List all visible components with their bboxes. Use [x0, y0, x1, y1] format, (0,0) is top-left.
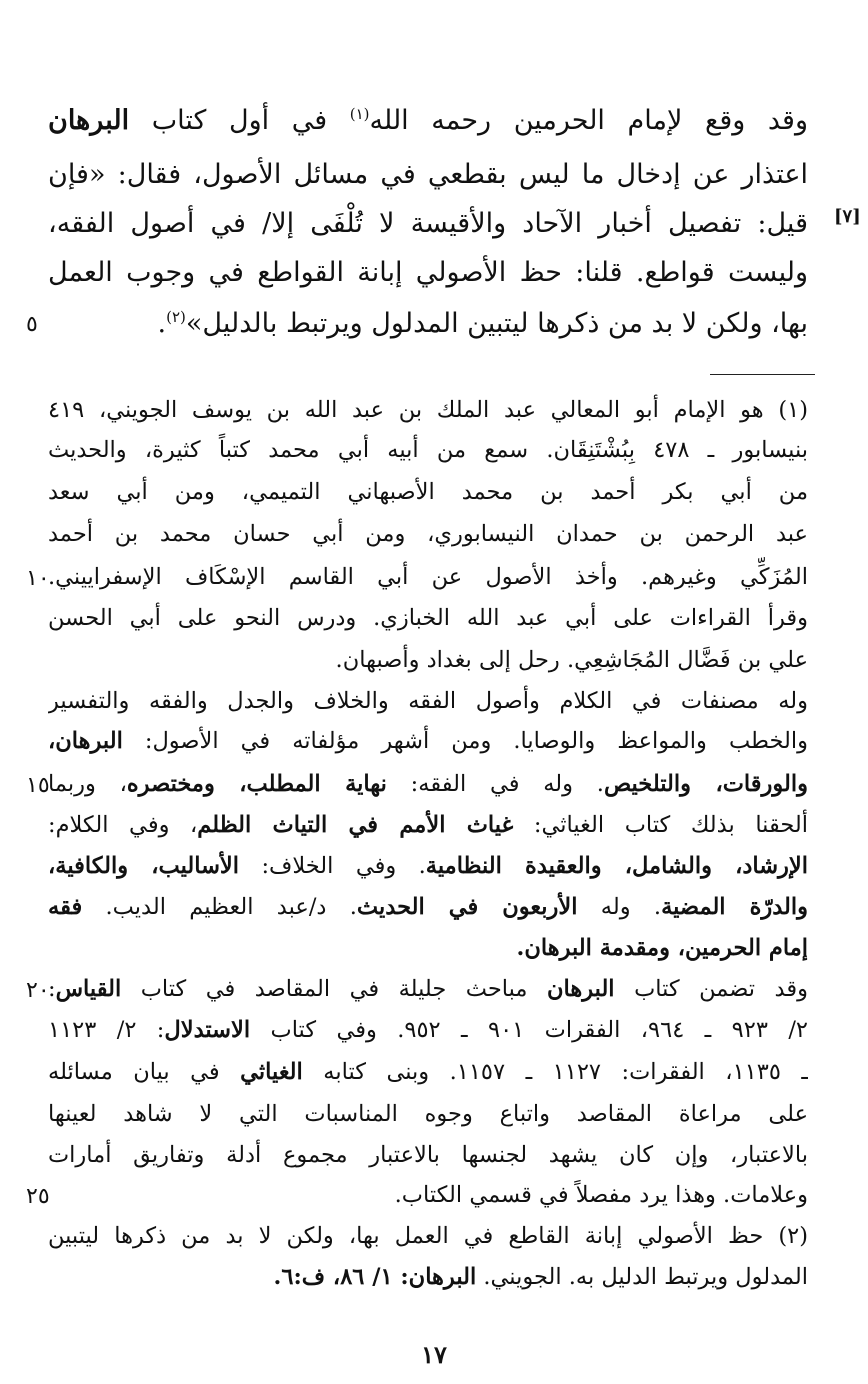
- footnote-1-line-4: عبد الرحمن بن حمدان النيسابوري، ومن أبي حسان محمد بن أحمد: [48, 521, 808, 547]
- footnote-2-line-2: المدلول ويرتبط الدليل به. الجويني. البرهان: ١/ ٨٦، ف:٦.: [273, 1264, 808, 1290]
- footnote-1-line-7: علي بن فَضَّال المُجَاشِعِي. رحل إلى بغداد وأصبهان.: [335, 647, 808, 673]
- main-text-line-4: وليست قواطع. قلنا: حظ الأصولي إبانة القواطع في وجوب العمل: [48, 257, 808, 288]
- footnote-1-line-15: وقد تضمن كتاب البرهان مباحث جليلة في المقاصد في كتاب القياس:: [48, 976, 808, 1002]
- footnote-1-line-16: ٢/ ٩٢٣ ـ ٩٦٤، الفقرات ٩٠١ ـ ٩٥٢. وفي كتاب الاستدلال: ٢/ ١١٢٣: [48, 1017, 808, 1043]
- footnote-1-line-20: وعلامات. وهذا يرد مفصلاً في قسمي الكتاب.: [394, 1182, 808, 1208]
- footnote-2-line-1: (٢) حظ الأصولي إبانة القاطع في العمل بها، ولكن لا بد من ذكرها ليتبين: [48, 1223, 808, 1249]
- page-number: ١٧: [421, 1340, 447, 1369]
- footnote-1-line-14: إمام الحرمين، ومقدمة البرهان.: [516, 935, 808, 961]
- line-number-5: ٥: [26, 312, 38, 337]
- main-text-line-3: قيل: تفصيل أخبار الآحاد والأقيسة لا تُلْفَى إلا/ في أصول الفقه،: [48, 208, 808, 239]
- footnote-1-line-13: والدرّة المضية. وله الأربعون في الحديث. د/عبد العظيم الديب. فقه: [48, 894, 808, 920]
- main-text-line-1: وقد وقع لإمام الحرمين رحمه الله$^{(١)}$ في أول كتاب البرهان: [48, 105, 808, 136]
- footnote-1-line-10: والورقات، والتلخيص. وله في الفقه: نهاية المطلب، ومختصره، وربما: [48, 771, 808, 797]
- footnote-1-line-12: الإرشاد، والشامل، والعقيدة النظامية. وفي الخلاف: الأساليب، والكافية،: [48, 853, 808, 879]
- line-number-10: ١٠: [26, 566, 50, 591]
- footnote-1-line-5: المُزَكِّي وغيرهم. وأخذ الأصول عن أبي القاسم الإسْكَاف الإسفراييني.: [48, 564, 808, 590]
- page-bracket-marker: [٧]: [834, 206, 861, 227]
- footnote-1-line-19: بالاعتبار، وإن كان يشهد لجنسها بالاعتبار مجموع أدلة وتفاريق أمارات: [48, 1142, 808, 1168]
- footnote-separator: [710, 374, 815, 375]
- footnote-1-line-9: والخطب والمواعظ والوصايا. ومن أشهر مؤلفاته في الأصول: البرهان،: [48, 728, 808, 754]
- footnote-1-line-6: وقرأ القراءات على أبي عبد الله الخبازي. ودرس النحو على أبي الحسن: [48, 605, 808, 631]
- footnote-1-line-1: (١) هو الإمام أبو المعالي عبد الملك بن عبد الله بن يوسف الجويني، ٤١٩: [48, 397, 808, 423]
- line-number-25: ٢٥: [26, 1184, 50, 1209]
- line-number-15: ١٥: [26, 773, 50, 798]
- footnote-1-line-2: بنيسابور ـ ٤٧٨ بِبُشْتَنِقَان. سمع من أبيه أبي محمد كتباً كثيرة، والحديث: [48, 437, 808, 463]
- footnote-1-line-8: وله مصنفات في الكلام وأصول الفقه والخلاف والجدل والفقه والتفسير: [48, 688, 808, 714]
- footnote-1-line-11: ألحقنا بذلك كتاب الغياثي: غياث الأمم في التياث الظلم، وفي الكلام:: [48, 812, 808, 838]
- footnote-1-line-18: على مراعاة المقاصد واتباع وجوه المناسبات التي لا شاهد لعينها: [48, 1101, 808, 1127]
- footnote-1-line-17: ـ ١١٣٥، الفقرات: ١١٢٧ ـ ١١٥٧. وبنى كتابه الغياثي في بيان مسائله: [48, 1059, 808, 1085]
- main-text-line-5: بها، ولكن لا بد من ذكرها ليتبين المدلول ويرتبط بالدليل»$^{(٢)}$.: [157, 308, 808, 339]
- main-text-line-2: اعتذار عن إدخال ما ليس بقطعي في مسائل الأصول، فقال: «فإن: [48, 159, 808, 190]
- footnote-1-line-3: من أبي بكر أحمد بن محمد الأصبهاني التميمي، ومن أبي سعد: [48, 479, 808, 505]
- line-number-20: ٢٠: [26, 978, 50, 1003]
